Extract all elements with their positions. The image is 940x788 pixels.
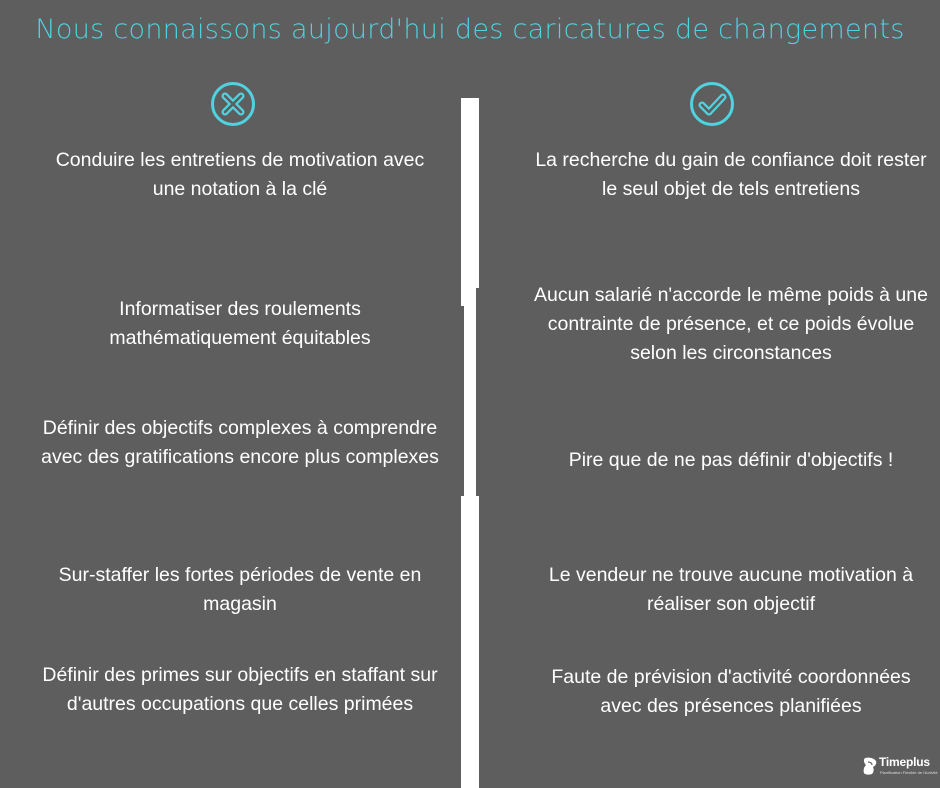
left-item-3: Définir des objectifs complexes à comprendre avec des gratifications encore plus complexes [41, 417, 439, 468]
right-item-4: Le vendeur ne trouve aucune motivation à réaliser son objectif [548, 564, 914, 615]
check-circle-icon [689, 81, 735, 127]
logo-name: Timeplus [879, 755, 930, 769]
page-title: Nous connaissons aujourd'hui des caricatures de changements [35, 14, 905, 45]
cross-circle-icon [210, 81, 256, 127]
logo-tagline: Planification Flexible de l'Activité [880, 770, 938, 775]
timeplus-logo [862, 754, 938, 778]
right-item-1: La recherche du gain de confiance doit rester le seul objet de tels entretiens [535, 149, 927, 200]
timeplus-logo-icon [862, 756, 878, 776]
right-item-5: Faute de prévision d'activité coordonnées avec des présences planifiées [551, 666, 911, 717]
right-item-3: Pire que de ne pas définir d'objectifs ! [568, 449, 894, 471]
left-item-1: Conduire les entretiens de motivation avec une notation à la clé [55, 149, 425, 200]
left-item-4: Sur-staffer les fortes périodes de vente en magasin [58, 564, 422, 615]
column-divider [461, 98, 479, 788]
left-item-5: Définir des primes sur objectifs en staffant sur d'autres occupations que celles primées [42, 664, 438, 715]
left-item-2: Informatiser des roulements mathématiquement équitables [109, 298, 371, 349]
right-item-2: Aucun salarié n'accorde le même poids à une contrainte de présence, et ce poids évolue selon les circonstances [534, 284, 928, 364]
